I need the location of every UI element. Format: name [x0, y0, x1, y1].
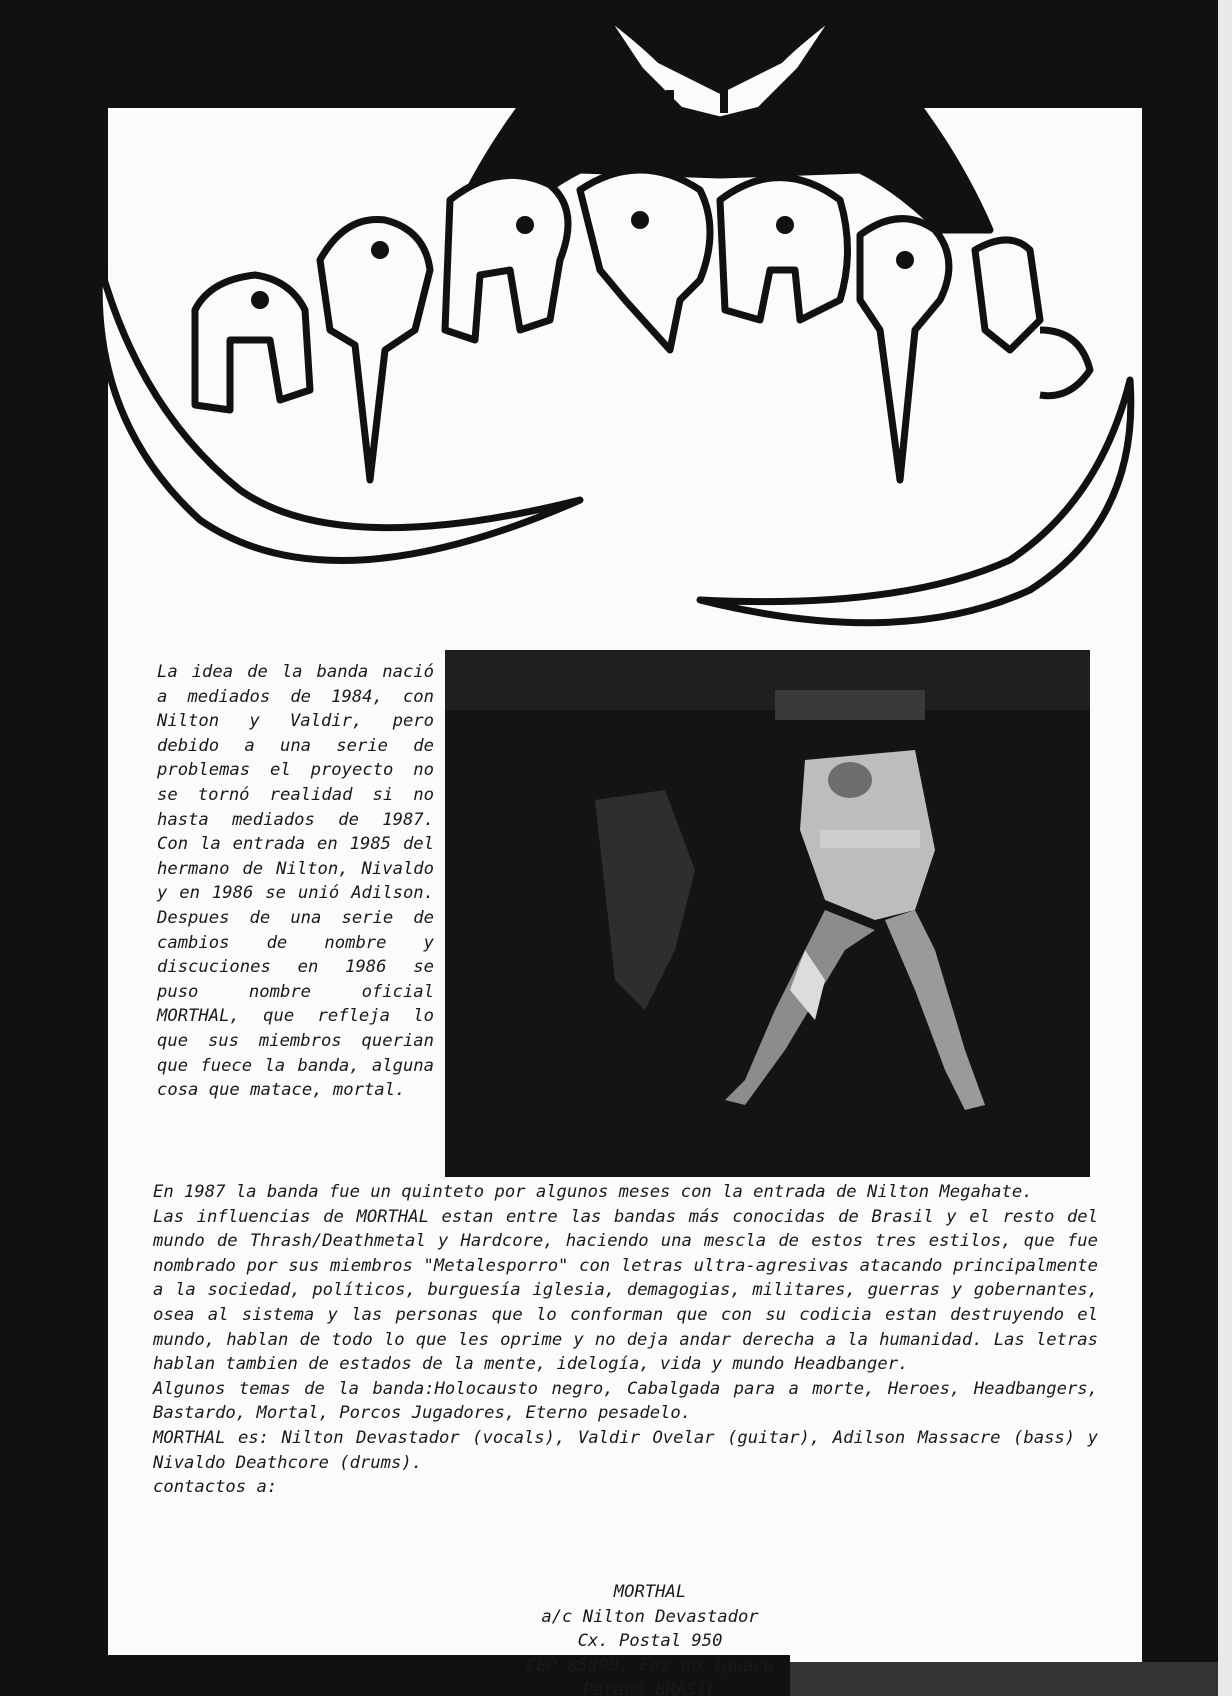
- contact-address: [450, 1580, 850, 1703]
- address-line: Cx. Postal 950: [577, 1631, 723, 1652]
- paragraph-influences: Las influencias de MORTHAL estan entre las bandas más conocidas de Brasil y el resto del mundo de Thrash/Deathmetal y Hardcore, haciendo una mescla de estos tres estilos, que fue nombrado por sus miembros "Metalesporro" con letras ultra-agresivas atacando principalmente a la sociedad, políticos, burguesía iglesia, demagogias, militares, guerras y gobernantes, osea al sistema y las personas que lo conforman que con su codicia estan destruyendo el mundo, hablan de todo lo que les oprime y no deja andar derecha a la humanidad. Las letras hablan tambien de estados de la mente, idelogía, vida y mundo Headbanger.: [153, 1206, 1098, 1375]
- article-body: [153, 1180, 1098, 1500]
- scan-border-bottom-right: [790, 1662, 1232, 1696]
- band-photo-image: [445, 650, 1090, 1177]
- paper-edge: [1218, 0, 1232, 1696]
- paragraph-quintet: En 1987 la banda fue un quinteto por algunos meses con la entrada de Nilton Megahate.: [153, 1182, 1033, 1202]
- address-line: a/c Nilton Devastador: [541, 1606, 759, 1627]
- band-photo: [445, 650, 1090, 1177]
- intro-text: [157, 660, 434, 1103]
- address-line: MORTHAL: [613, 1582, 687, 1602]
- band-logo-drawing: [80, 0, 1180, 670]
- paragraph-contacts: contactos a:: [153, 1477, 278, 1498]
- address-line: CEP 85890, Foz do iguacu: [525, 1655, 775, 1676]
- intro-paragraph: La idea de la banda nació a mediados de 1984, con Nilton y Valdir, pero debido a una serie de problemas el proyecto no se tornó realidad si no hasta mediados de 1987. Con la entrada en 1985 del hermano de Nilton, Nivaldo y en 1986 se unió Adilson. Despues de una serie de cambios de nombre y discuciones en 1986 se puso nombre oficial MORTHAL, que refleja lo que sus miembros querian que fuece la banda, alguna cosa que matace, mortal.: [157, 662, 434, 1101]
- address-line: Paraná BRASIL: [582, 1680, 718, 1701]
- band-logo: [80, 0, 1180, 670]
- paragraph-songs: Algunos temas de la banda:Holocausto negro, Cabalgada para a morte, Heroes, Headbangers, Bastardo, Mortal, Porcos Jugadores, Eterno pesadelo.: [153, 1378, 1098, 1424]
- paragraph-lineup: MORTHAL es: Nilton Devastador (vocals), Valdir Ovelar (guitar), Adilson Massacre (bass) y Nivaldo Deathcore (drums).: [153, 1427, 1098, 1473]
